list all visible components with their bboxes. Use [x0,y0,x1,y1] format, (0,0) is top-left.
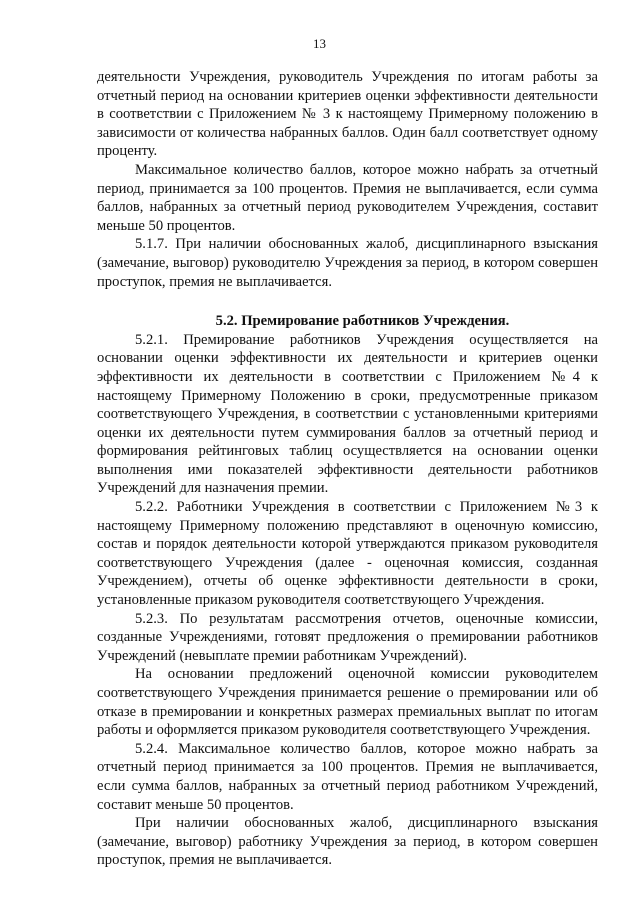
section-heading: 5.2. Премирование работников Учреждения. [215,313,510,330]
paragraph: Максимальное количество баллов, которое можно набрать за отчетный период, принимается за 100 процентов. Премия не выплачивается, если сумма баллов, набранных за отчетный период руководителем Учреждения, составит меньше 50 процентов. [97,161,598,234]
paragraph: На основании предложений оценочной комиссии руководителем соответствующего Учреждения принимается решение о премировании или об отказе в премировании и конкретных размерах премиальных выплат по итогам работы и оформляется приказом руководителя соответствующего Учреждения. [97,666,598,739]
page-number: 13 [313,36,326,51]
paragraph: 5.2.4. Максимальное количество баллов, которое можно набрать за отчетный период принимается за 100 процентов. Премия не выплачивается, если сумма баллов, набранных за отчетный период работником Учреждений, составит меньше 50 процентов. [97,740,598,813]
paragraph: деятельности Учреждения, руководитель Учреждения по итогам работы за отчетный период на основании критериев оценки эффективности деятельности в соответствии с Приложением № 3 к настоящему Примерному положению в зависимости от количества набранных баллов. Один балл соответствует одному проценту. [97,69,598,160]
paragraph: 5.2.3. По результатам рассмотрения отчетов, оценочные комиссии, созданные Учреждениями, готовят предложения о премировании работников Учреждений (невыплате премии работникам Учреждений). [97,610,598,664]
paragraph: 5.2.1. Премирование работников Учреждения осуществляется на основании оценки эффективности их деятельности и критериев оценки эффективности их деятельности в соответствии с Приложением №4 к настоящему Примерному Положению в сроки, предусмотренные приказом соответствующего Учреждения, в соответствии с установленными критериями оценки их деятельности путем суммирования баллов за отчетный период и формирования рейтинговых таблиц осуществляется на основании оценки выполнения ими показателей эффективности деятельности работников Учреждений для назначения премии. [97,331,598,497]
section-gap [97,291,598,312]
paragraph: 5.1.7. При наличии обоснованных жалоб, дисциплинарного взыскания (замечание, выговор) руководителю Учреждения за период, в котором совершен проступок, премия не выплачивается. [97,236,598,290]
paragraph: 5.2.2. Работники Учреждения в соответствии с Приложением №3 к настоящему Примерному положению представляют в оценочную комиссию, состав и порядок деятельности которой утверждаются приказом руководителя соответствующего Учреждения (далее - оценочная комиссия, созданная Учреждением), отчеты об оценке эффективности деятельности в сроки, установленные приказом руководителя соответствующего Учреждения. [97,499,598,609]
paragraph: При наличии обоснованных жалоб, дисциплинарного взыскания (замечание, выговор) работнику Учреждения за период, в котором совершен проступок, премия не выплачивается. [97,815,598,869]
document-body [97,68,598,870]
